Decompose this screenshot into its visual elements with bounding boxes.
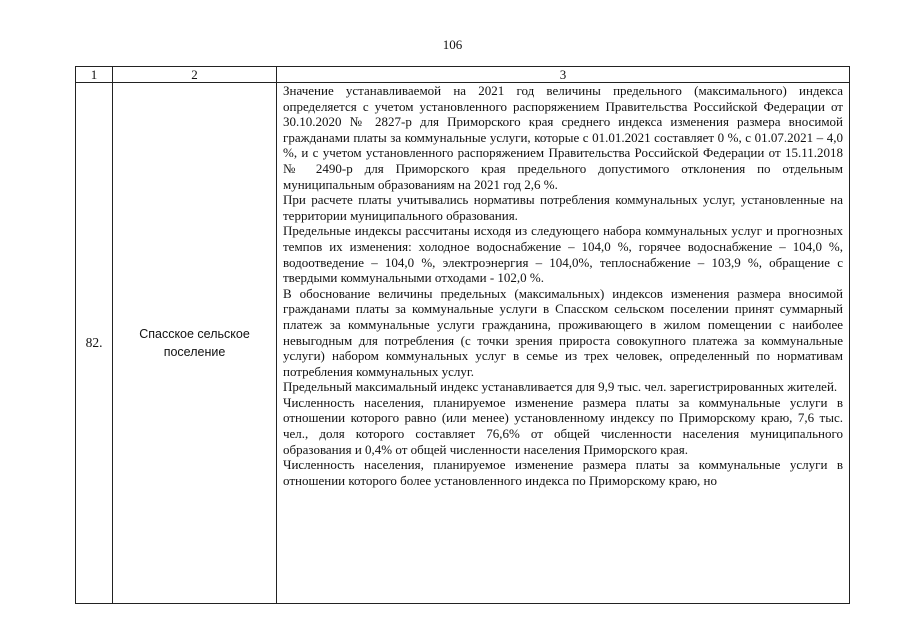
- paragraph-population-above: Численность населения, планируемое изменение размера платы за коммунальные услуги в отношении которого более установленного индекса по Приморскому краю, но: [283, 457, 843, 488]
- table-header-row: [76, 67, 850, 83]
- table-row: [76, 83, 850, 604]
- header-cell-1: 1: [76, 67, 113, 83]
- description-text: [283, 83, 843, 603]
- tariff-table: [75, 66, 850, 604]
- header-cell-2: 2: [113, 67, 277, 83]
- paragraph-residents: Предельный максимальный индекс устанавливается для 9,9 тыс. чел. зарегистрированных жителей.: [283, 379, 838, 395]
- municipality-name: Спасское сельское поселение: [113, 83, 277, 604]
- paragraph-justification: В обоснование величины предельных (максимальных) индексов изменения размера вносимой гражданами платы за коммунальные услуги в Спасском сельском поселении принят суммарный платеж за коммунальные услуги гражданина, проживающего в жилом помещении с наиболее невыгодным для потребления (с точки зрения прироста совокупного платежа за коммунальные услуги) набором коммунальных услуг в семье из трех человек, определенный по нормативам потребления коммунальных услуг.: [283, 285, 843, 379]
- header-cell-3: 3: [277, 67, 850, 83]
- paragraph-index-basis: Значение устанавливаемой на 2021 год величины предельного (максимального) индекса определяется с учетом установленного распоряжением Правительства Российской Федерации от 30.10.2020 № 2827-р для Приморского края среднего индекса изменения размера вносимой гражданами платы за коммунальные услуги, которые с 01.01.2021 составляет 0 %, с 01.07.2021 – 4,0 %, и с учетом установленного распоряжением Правительства Российской Федерации от 15.11.2018 № 2490-р для Приморского края предельного допустимого отклонения по отдельным муниципальным образованиям на 2021 год 2,6 %.: [283, 83, 843, 192]
- description-cell: [277, 83, 850, 604]
- paragraph-population-within: Численность населения, планируемое изменение размера платы за коммунальные услуги в отношении которого равно (или менее) установленному индексу по Приморскому краю, 7,6 тыс. чел., доля которого составляет 76,6% от общей численности населения муниципального образования и 0,4% от общей численности населения Приморского края.: [283, 394, 843, 457]
- paragraph-service-set: Предельные индексы рассчитаны исходя из следующего набора коммунальных услуг и прогнозных темпов их изменения: холодное водоснабжение – 104,0 %, горячее водоснабжение – 104,0 %, водоотведение – 104,0 %, электроэнергия – 104,0%, теплоснабжение – 103,9 %, обращение с твердыми коммунальными отходами - 102,0 %.: [283, 223, 843, 286]
- paragraph-norms: При расчете платы учитывались нормативы потребления коммунальных услуг, установленные на территории муниципального образования.: [283, 192, 843, 223]
- page-number: 106: [442, 37, 463, 52]
- row-number: 82.: [76, 83, 113, 604]
